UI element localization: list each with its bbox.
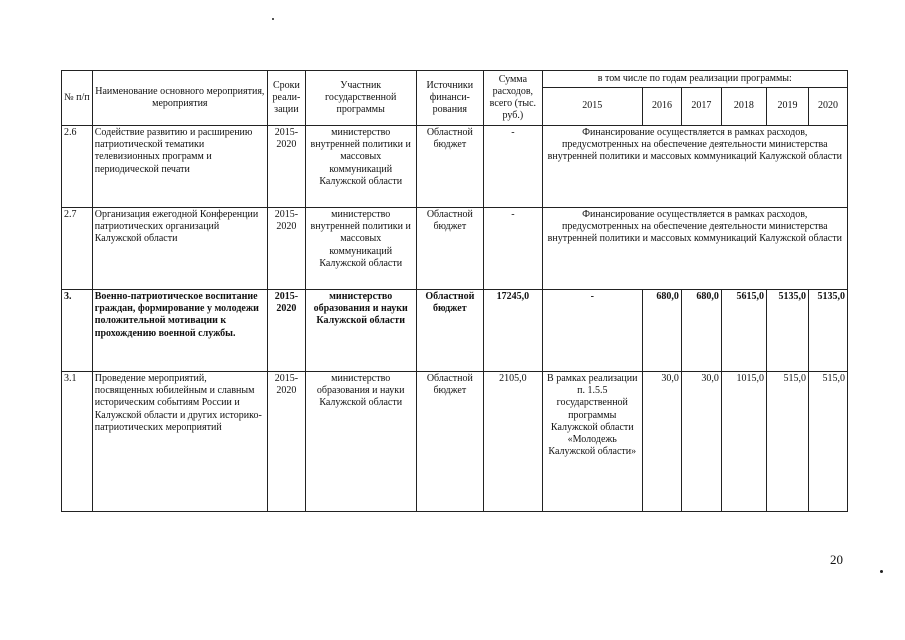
row-financing-note: Финансирование осуществляется в рамках расходов, предусмотренных на обеспечение деятельности министерства внутренней политики и массовых коммуникаций Калужской области	[542, 126, 847, 208]
row-year-2020: 5135,0	[808, 290, 847, 372]
row-sources: Областной бюджет	[416, 126, 484, 208]
table-row	[62, 208, 848, 290]
row-participant: министерство образования и науки Калужской области	[305, 372, 416, 512]
row-participant: министерство внутренней политики и массовых коммуникаций Калужской области	[305, 208, 416, 290]
header-sources: Источники финанси-рования	[416, 71, 484, 126]
header-terms: Сроки реали-зации	[267, 71, 305, 126]
row-num: 2.7	[62, 208, 93, 290]
row-year-2016: 680,0	[642, 290, 681, 372]
scan-speck	[272, 18, 274, 20]
page-number: 20	[830, 552, 843, 567]
row-total: 17245,0	[484, 290, 542, 372]
header-year: 2018	[721, 88, 766, 126]
program-activities-table	[61, 70, 848, 512]
row-total: 2105,0	[484, 372, 542, 512]
row-terms: 2015-2020	[267, 208, 305, 290]
row-sources: Областной бюджет	[416, 290, 484, 372]
row-total: -	[484, 126, 542, 208]
row-year-2018: 5615,0	[721, 290, 766, 372]
header-num: № п/п	[62, 71, 93, 126]
row-year-2018: 1015,0	[721, 372, 766, 512]
header-total: Сумма расходов, всего (тыс. руб.)	[484, 71, 542, 126]
row-num: 2.6	[62, 126, 93, 208]
row-terms: 2015-2020	[267, 290, 305, 372]
row-terms: 2015-2020	[267, 372, 305, 512]
row-financing-note: Финансирование осуществляется в рамках расходов, предусмотренных на обеспечение деятельности министерства внутренней политики и массовых коммуникаций Калужской области	[542, 208, 847, 290]
row-num: 3.1	[62, 372, 93, 512]
row-total: -	[484, 208, 542, 290]
header-name: Наименование основного мероприятия, мероприятия	[92, 71, 267, 126]
header-year: 2017	[681, 88, 721, 126]
header-year: 2020	[808, 88, 847, 126]
header-row	[62, 71, 848, 88]
row-participant: министерство образования и науки Калужской области	[305, 290, 416, 372]
header-year: 2019	[766, 88, 808, 126]
header-years-caption: в том числе по годам реализации программы:	[542, 71, 847, 88]
row-year-2015: В рамках реализации п. 1.5.5 государственной программы Калужской области «Молодежь Калужской области»	[542, 372, 642, 512]
row-year-2020: 515,0	[808, 372, 847, 512]
row-sources: Областной бюджет	[416, 372, 484, 512]
header-year: 2016	[642, 88, 681, 126]
table-row	[62, 372, 848, 512]
row-name: Военно-патриотическое воспитание граждан, формирование у молодежи положительной мотивации к прохождению военной службы.	[92, 290, 267, 372]
row-participant: министерство внутренней политики и массовых коммуникаций Калужской области	[305, 126, 416, 208]
row-num: 3.	[62, 290, 93, 372]
table-row	[62, 126, 848, 208]
row-name: Содействие развитию и расширению патриотической тематики телевизионных программ и периодической печати	[92, 126, 267, 208]
table-row	[62, 290, 848, 372]
row-year-2016: 30,0	[642, 372, 681, 512]
scan-speck	[880, 570, 883, 573]
row-year-2015: -	[542, 290, 642, 372]
header-year: 2015	[542, 88, 642, 126]
row-sources: Областной бюджет	[416, 208, 484, 290]
row-name: Организация ежегодной Конференции патриотических организаций Калужской области	[92, 208, 267, 290]
row-year-2019: 515,0	[766, 372, 808, 512]
row-year-2019: 5135,0	[766, 290, 808, 372]
row-name: Проведение мероприятий, посвященных юбилейным и славным историческим событиям России и Калужской области и других историко-патриотических мероприятий	[92, 372, 267, 512]
row-year-2017: 30,0	[681, 372, 721, 512]
row-terms: 2015-2020	[267, 126, 305, 208]
row-year-2017: 680,0	[681, 290, 721, 372]
header-participant: Участник государственной программы	[305, 71, 416, 126]
